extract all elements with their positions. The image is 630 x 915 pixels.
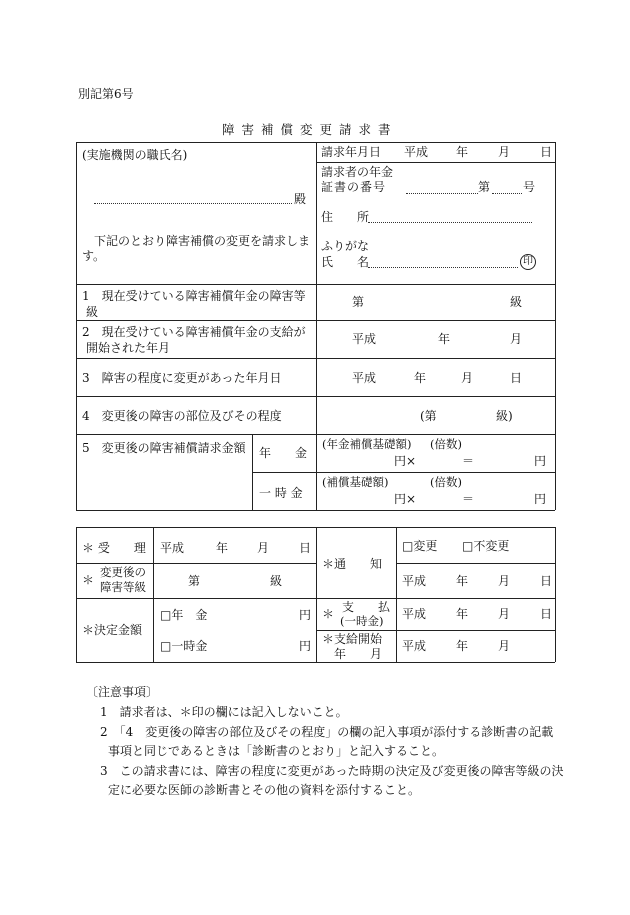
office-kettei-ichiji[interactable]: □一時金 [160,639,208,653]
item5-multiplier2: (倍数) [430,475,462,489]
item2-label-2: 開始された年月 [86,341,171,355]
form-number: 別記第6号 [78,87,134,101]
item5-ichiji-base: (補償基礎額) [322,475,389,489]
furigana-label: ふりがな [321,239,370,253]
pension-no-go: 号 [523,180,536,194]
office-kyu-label-1: 変更後の [100,565,146,579]
item5-multiplier: (倍数) [430,437,462,451]
item2-year: 年 [438,332,451,346]
item5-yen: 円 [534,454,547,468]
pension-no-dai: 第 [478,180,491,194]
office-juri-day: 日 [299,541,312,555]
office-kettei-yen1: 円 [299,608,312,622]
item3-day: 日 [510,371,523,385]
item5-yen2: 円 [534,492,547,506]
tono-label: 殿 [294,192,307,206]
request-date-label: 請求年月日 [321,145,382,159]
office-juri-year: 年 [216,541,229,555]
request-date-month: 月 [498,145,511,159]
item2-era: 平成 [352,332,377,346]
office-henko-checkbox[interactable]: □変更 [402,539,438,553]
office-kaishi-1: ＊支給開始 [322,632,383,646]
item3-year: 年 [414,371,427,385]
institution-label: (実施機関の職氏名) [82,148,188,162]
office-tsuchi-month: 月 [498,574,511,588]
office-kaishi-year: 年 [456,639,469,653]
item5-label: 5 変更後の障害補償請求金額 [82,441,246,455]
request-text-1: 下記のとおり障害補償の変更を請求しま [94,234,311,248]
item5-nenkin: 年 金 [259,446,308,460]
office-shiharai-month: 月 [498,607,511,621]
item4-label: 4 変更後の障害の部位及びその程度 [82,409,282,423]
note-2-line-2: 事項と同じであるときは「診断書のとおり」と記入すること。 [108,744,445,758]
item1-dai: 第 [352,295,365,309]
office-kettei-nenkin[interactable]: □年 金 [160,608,208,622]
office-shiharai-star: ＊ [322,607,335,621]
item3-label: 3 障害の程度に変更があった年月日 [82,371,282,385]
item1-label-1: 1 現在受けている障害補償年金の障害等 [82,289,306,303]
item3-month: 月 [461,371,474,385]
name-field[interactable] [368,267,518,268]
office-kyu-kyu: 級 [270,574,283,588]
notes-heading: 〔注意事項〕 [86,685,159,699]
item1-kyu: 級 [510,295,523,309]
office-tsuchi-era: 平成 [402,574,427,588]
office-tsuchi-year: 年 [456,574,469,588]
request-date-era: 平成 [404,145,429,159]
office-kyu-dai: 第 [188,574,201,588]
item5-yen-times2: 円× [394,492,417,506]
office-kaishi-2: 年 月 [334,647,383,661]
item3-era: 平成 [352,371,377,385]
address-field[interactable] [368,222,532,223]
pension-no-field-1[interactable] [406,193,478,194]
pension-no-label-2: 証書の番号 [321,180,387,194]
pension-no-field-2[interactable] [492,193,522,194]
recipient-line[interactable] [94,203,292,204]
request-date-year: 年 [456,145,469,159]
item4-close: 級) [496,409,513,423]
form-title: 障害補償変更請求書 [222,122,398,137]
address-label: 住 所 [321,210,370,224]
request-text-2: す。 [82,249,106,263]
office-kyu-label-2: 障害等級 [100,580,146,594]
item5-ichiji: 一 時 金 [259,486,303,500]
note-3-line-2: 定に必要な医師の診断書とその他の資料を添付すること。 [108,783,421,797]
item5-nenkin-base: (年金補償基礎額) [322,437,412,451]
office-kettei-yen2: 円 [299,639,312,653]
item4-open: (第 [420,409,437,423]
request-date-day: 日 [540,145,553,159]
office-tsuchi-day: 日 [540,574,553,588]
office-juri-month: 月 [257,541,270,555]
office-tsuchi: ＊通 知 [322,557,383,571]
pension-no-label-1: 請求者の年金 [321,165,394,179]
item5-equals2: ＝ [462,492,475,506]
seal-mark: 印 [520,254,536,270]
item5-yen-times: 円× [394,454,417,468]
office-shiharai-1: 支 払 [342,600,391,614]
note-1: 1 請求者は、＊印の欄には記入しないこと。 [100,705,348,719]
note-3-line-1: 3 この請求書には、障害の程度に変更があった時期の決定及び変更後の障害等級の決 [100,764,564,778]
office-shiharai-day: 日 [540,607,553,621]
office-shiharai-2: (一時金) [340,614,384,628]
item1-label-2: 級 [86,305,99,319]
office-kaishi-month: 月 [498,639,511,653]
office-shiharai-era: 平成 [402,607,427,621]
item5-equals: ＝ [462,454,475,468]
office-fuhenko-checkbox[interactable]: □不変更 [462,539,510,553]
office-kettei: ＊決定金額 [82,623,143,637]
note-2-line-1: 2 「4 変更後の障害の部位及びその程度」の欄の記入事項が添付する診断書の記載 [100,725,554,739]
item2-label-1: 2 現在受けている障害補償年金の支給が [82,325,306,339]
office-kaishi-era: 平成 [402,639,427,653]
office-kyu-star: ＊ [82,573,95,587]
office-juri: ＊ 受 理 [82,541,146,555]
item2-month: 月 [510,332,523,346]
name-label: 氏 名 [321,255,370,269]
office-juri-era: 平成 [160,541,185,555]
office-shiharai-year: 年 [456,607,469,621]
